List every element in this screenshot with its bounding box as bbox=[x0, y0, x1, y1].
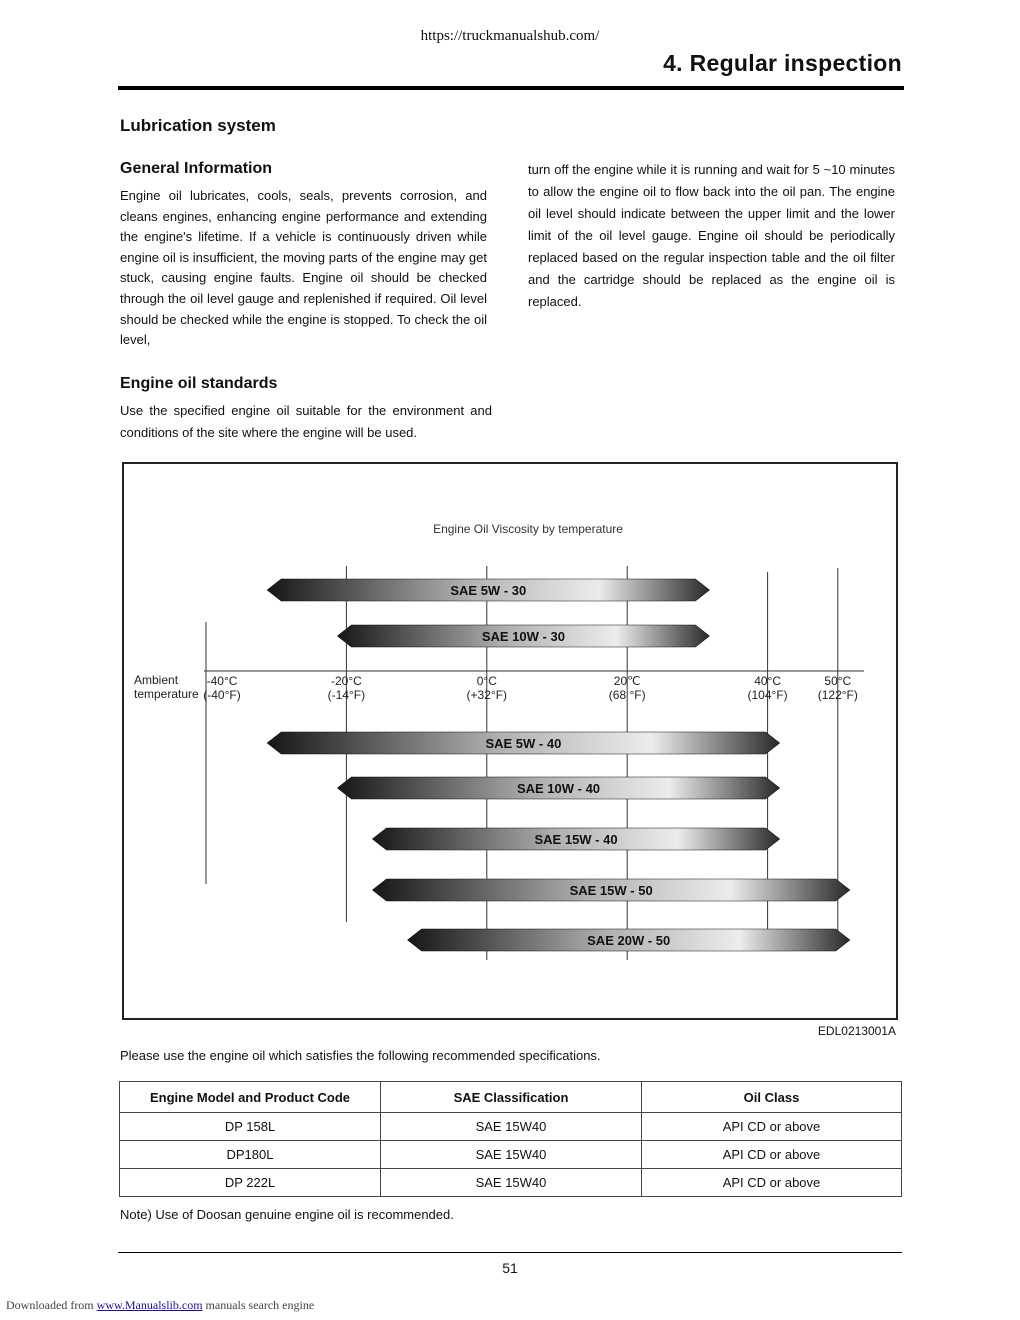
general-info-text-left: Engine oil lubricates, cools, seals, prevents corrosion, and cleans engines, enhancing engine performance and extending the engine's lifetime. If a vehicle is continuously driven while engine oil is insufficient, the moving parts of the engine may get stuck, causing engine faults. Engine oil should be checked through the oil level gauge and replenished if required. Oil level should be checked while the engine is stopped. To check the oil level, bbox=[120, 188, 487, 348]
viscosity-grade-label: SAE 15W - 40 bbox=[534, 832, 618, 847]
oil-spec-table bbox=[119, 1081, 902, 1197]
note-text: Note) Use of Doosan genuine engine oil is recommended. bbox=[120, 1207, 454, 1222]
figure-code: EDL0213001A bbox=[817, 1024, 896, 1038]
tick-label-celsius: 20℃ bbox=[613, 674, 641, 688]
header-rule bbox=[118, 86, 904, 90]
tick-label-celsius: -20°C bbox=[330, 674, 362, 688]
tick-label-fahrenheit: (+32°F) bbox=[466, 688, 508, 702]
footer-suffix: manuals search engine bbox=[205, 1298, 315, 1312]
viscosity-grade-label: SAE 5W - 40 bbox=[485, 736, 562, 751]
chapter-title: 4. Regular inspection bbox=[663, 50, 902, 76]
viscosity-grade-label: SAE 5W - 30 bbox=[450, 583, 527, 598]
footer-rule bbox=[118, 1252, 902, 1253]
table-cell: API CD or above bbox=[642, 1169, 902, 1197]
page-number: 51 bbox=[502, 1260, 518, 1276]
viscosity-chart bbox=[122, 462, 898, 1020]
manualslib-link[interactable]: www.Manualslib.com bbox=[96, 1298, 203, 1312]
table-header-row bbox=[120, 1082, 902, 1113]
column-header: Engine Model and Product Code bbox=[120, 1082, 381, 1113]
tick-label-celsius: 40°C bbox=[754, 674, 782, 688]
table-row bbox=[120, 1169, 902, 1197]
source-url: https://truckmanualshub.com/ bbox=[420, 28, 600, 44]
axis-label-line1: Ambient bbox=[134, 673, 179, 687]
general-info-text-right: turn off the engine while it is running and wait for 5 ~10 minutes to allow the engine oil to flow back into the oil pan. The engine oil level should indicate between the upper limit and the lower limit of the oil level gauge. Engine oil should be periodically replaced based on the regular inspection table and the oil filter and the cartridge should be replaced as the engine oil is replaced. bbox=[528, 162, 895, 309]
footer-prefix: Downloaded from bbox=[6, 1298, 94, 1312]
viscosity-grade-label: SAE 20W - 50 bbox=[587, 933, 671, 948]
table-row bbox=[120, 1141, 902, 1169]
table-cell: SAE 15W40 bbox=[381, 1141, 642, 1169]
axis-label-line2: temperature bbox=[134, 687, 199, 701]
viscosity-grade-label: SAE 15W - 50 bbox=[569, 883, 653, 898]
download-footer bbox=[6, 1298, 314, 1313]
viscosity-grade-label: SAE 10W - 30 bbox=[481, 629, 565, 644]
tick-label-fahrenheit: (104°F) bbox=[747, 688, 788, 702]
table-cell: API CD or above bbox=[642, 1113, 902, 1141]
viscosity-grade-label: SAE 10W - 40 bbox=[516, 781, 601, 796]
chart-title: Engine Oil Viscosity by temperature bbox=[433, 522, 623, 536]
table-cell: API CD or above bbox=[642, 1141, 902, 1169]
tick-label-celsius: -40°C bbox=[206, 674, 238, 688]
section-title: Lubrication system bbox=[120, 116, 276, 135]
general-info-heading: General Information bbox=[120, 160, 273, 177]
table-cell: DP180L bbox=[120, 1141, 381, 1169]
tick-label-fahrenheit: (-14°F) bbox=[327, 688, 366, 702]
tick-label-celsius: 50°C bbox=[824, 674, 852, 688]
table-row bbox=[120, 1113, 902, 1141]
oil-standards-text: Use the specified engine oil suitable for the environment and conditions of the site where the engine will be used. bbox=[120, 403, 492, 440]
table-cell: SAE 15W40 bbox=[381, 1169, 642, 1197]
oil-standards-heading: Engine oil standards bbox=[120, 375, 278, 392]
tick-label-fahrenheit: (122°F) bbox=[817, 688, 858, 702]
column-header: SAE Classification bbox=[381, 1082, 642, 1113]
tick-label-fahrenheit: (68 °F) bbox=[608, 688, 646, 702]
column-header: Oil Class bbox=[642, 1082, 902, 1113]
recommend-text: Please use the engine oil which satisfies the following recommended specifications. bbox=[120, 1048, 601, 1063]
viscosity-chart-svg bbox=[124, 464, 896, 1018]
table-cell: DP 222L bbox=[120, 1169, 381, 1197]
tick-label-fahrenheit: (-40°F) bbox=[203, 688, 241, 702]
table-cell: SAE 15W40 bbox=[381, 1113, 642, 1141]
table-cell: DP 158L bbox=[120, 1113, 381, 1141]
tick-label-celsius: 0°C bbox=[476, 674, 497, 688]
